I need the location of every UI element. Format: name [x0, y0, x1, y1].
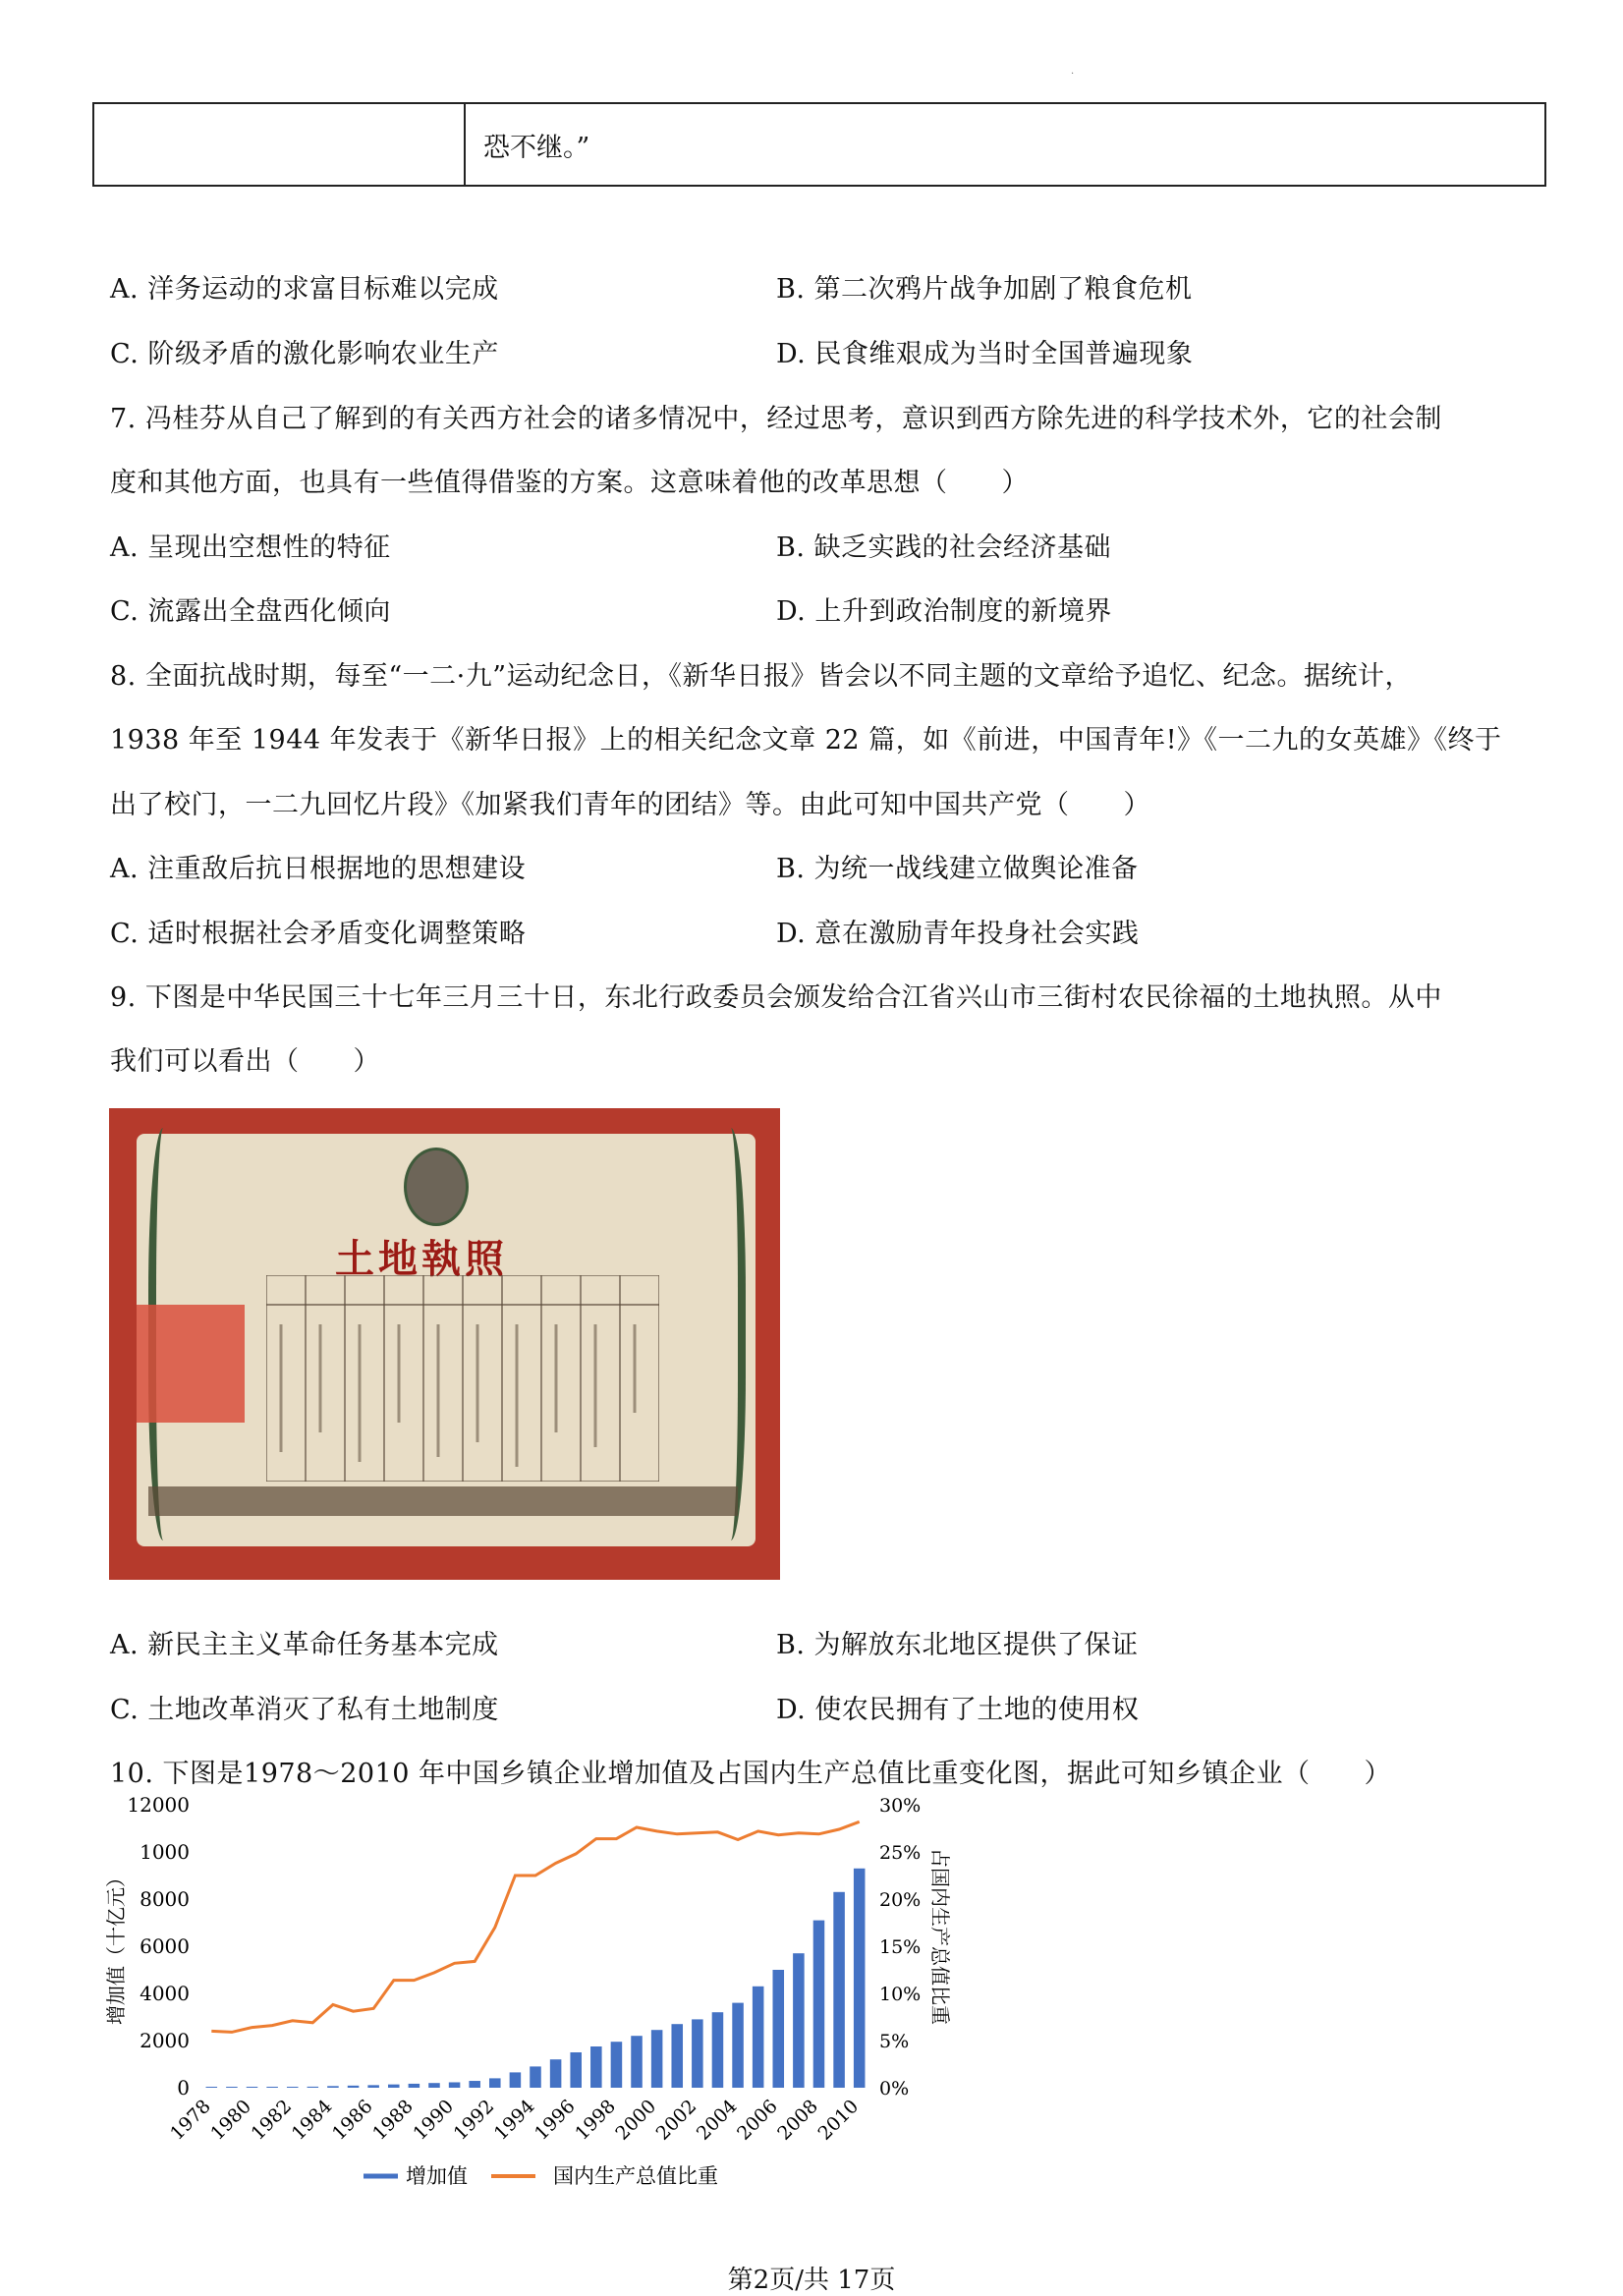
value-added-bar [449, 2082, 461, 2088]
q9-stem-line1: 9. 下图是中华民国三十七年三月三十日，东北行政委员会颁发给合江省兴山市三街村农民徐福的土地执照。从中 [110, 982, 1442, 1013]
value-added-bar [813, 1921, 825, 2088]
value-added-bar [611, 2042, 623, 2088]
value-added-bar [409, 2084, 420, 2088]
vine-border-right [708, 1128, 746, 1540]
x-tick-label: 2006 [733, 2095, 782, 2145]
y2-tick-label: 30% [879, 1795, 922, 1817]
x-tick-label: 1982 [247, 2095, 297, 2145]
value-added-bar [753, 1987, 764, 2088]
q9-stem-line2: 我们可以看出（ ） [110, 1046, 380, 1077]
x-tick-label: 1980 [206, 2095, 256, 2145]
value-added-bar [388, 2085, 400, 2088]
x-tick-label: 1984 [287, 2095, 337, 2145]
q8-option-d: D. 意在激励青年投身社会实践 [776, 919, 1140, 949]
q7-option-d: D. 上升到政治制度的新境界 [776, 596, 1112, 627]
x-tick-label: 1998 [571, 2095, 620, 2145]
q7-stem-line2: 度和其他方面，也具有一些值得借鉴的方案。这意味着他的改革思想（ ） [110, 468, 1029, 498]
y-tick-label: 2000 [140, 2029, 190, 2052]
y-tick-label: 8000 [140, 1887, 190, 1911]
q7-stem-line1: 7. 冯桂芬从自己了解到的有关西方社会的诸多情况中，经过思考，意识到西方除先进的科学技术外，它的社会制 [110, 404, 1442, 434]
q7-option-a: A. 呈现出空想性的特征 [110, 532, 391, 563]
township-enterprise-chart [103, 1783, 958, 2196]
q6-option-c: C. 阶级矛盾的激化影响农业生产 [110, 339, 499, 369]
y-axis-label: 增加值（十亿元） [104, 1868, 128, 2025]
value-added-bar [854, 1869, 866, 2088]
value-added-bar [651, 2030, 663, 2088]
land-deed-photo [109, 1108, 780, 1580]
value-added-bar [428, 2083, 440, 2088]
value-added-bar [833, 1892, 845, 2088]
value-added-bar [793, 1953, 805, 2088]
page-footer: 第2页/共 17页 [727, 2266, 896, 2295]
deed-title: 土地執照 [335, 1237, 508, 1282]
value-added-bar [247, 2087, 258, 2088]
q7-option-b: B. 缺乏实践的社会经济基础 [776, 532, 1112, 563]
q10-stem-line1: 10. 下图是1978～2010 年中国乡镇企业增加值及占国内生产总值比重变化图，据此可知乡镇企业（ ） [110, 1759, 1392, 1789]
value-added-bar [671, 2024, 683, 2088]
x-tick-label: 2008 [773, 2095, 823, 2145]
value-added-bar [469, 2081, 480, 2088]
x-tick-label: 2010 [813, 2095, 864, 2145]
legend-bar-label: 增加值 [406, 2164, 468, 2188]
decorative-farm-strip [148, 1486, 738, 1516]
q9-option-d: D. 使农民拥有了土地的使用权 [776, 1695, 1140, 1725]
y-tick-label: 0 [177, 2076, 190, 2100]
table-cell-empty [94, 104, 466, 185]
x-tick-label: 2004 [692, 2095, 742, 2145]
value-added-bar [308, 2087, 319, 2088]
y-tick-label: 6000 [140, 1934, 190, 1958]
y-tick-label: 4000 [140, 1982, 190, 2005]
value-added-bar [266, 2087, 278, 2088]
q8-option-c: C. 适时根据社会矛盾变化调整策略 [110, 919, 527, 949]
x-tick-label: 1994 [489, 2095, 539, 2145]
y2-tick-label: 25% [879, 1842, 922, 1864]
y2-axis-label: 占国内生产总值比重 [928, 1848, 952, 2025]
value-added-bar [226, 2087, 238, 2088]
q9-option-a: A. 新民主主义革命任务基本完成 [110, 1630, 499, 1660]
deed-form-grid [266, 1275, 659, 1482]
value-added-bar [773, 1970, 785, 2088]
x-tick-label: 2000 [611, 2095, 661, 2145]
y2-tick-label: 10% [879, 1984, 922, 2005]
x-tick-label: 1992 [449, 2095, 499, 2145]
value-added-bar [327, 2086, 339, 2088]
value-added-bar [348, 2086, 360, 2088]
x-tick-label: 1986 [327, 2095, 377, 2145]
chart-legend [364, 2164, 718, 2188]
x-tick-label: 1988 [368, 2095, 418, 2145]
legend-line-label: 国内生产总值比重 [553, 2164, 718, 2188]
x-tick-label: 1978 [166, 2095, 215, 2145]
red-seal-stamp [137, 1305, 245, 1423]
x-tick-label: 1990 [409, 2095, 459, 2145]
y2-tick-label: 20% [879, 1889, 922, 1911]
value-added-bar [206, 2087, 218, 2088]
value-added-bar [712, 2012, 724, 2088]
y2-tick-label: 0% [879, 2078, 910, 2100]
q9-option-b: B. 为解放东北地区提供了保证 [776, 1630, 1139, 1660]
q6-option-d: D. 民食维艰成为当时全国普遍现象 [776, 339, 1194, 369]
q7-option-c: C. 流露出全盘西化倾向 [110, 596, 391, 627]
value-added-bar [287, 2087, 299, 2088]
value-added-bar [550, 2059, 562, 2088]
scan-mark: · [1071, 69, 1075, 80]
y-tick-label: 1000 [140, 1840, 190, 1864]
value-added-bar [489, 2078, 501, 2088]
q8-option-b: B. 为统一战线建立做舆论准备 [776, 854, 1139, 884]
table-quote-text: 恐不继。” [483, 132, 590, 163]
y2-tick-label: 15% [879, 1936, 922, 1958]
q8-option-a: A. 注重敌后抗日根据地的思想建设 [110, 854, 527, 884]
x-tick-label: 1996 [530, 2095, 580, 2145]
q8-stem-line3: 出了校门，一二九回忆片段》《加紧我们青年的团结》等。由此可知中国共产党（ ） [110, 790, 1150, 820]
x-tick-label: 2002 [651, 2095, 701, 2145]
value-added-bar [367, 2085, 379, 2088]
portrait-emblem [404, 1148, 469, 1226]
value-added-bar [692, 2019, 703, 2088]
y2-tick-label: 5% [879, 2031, 910, 2052]
value-added-bar [530, 2066, 541, 2088]
q8-stem-line1: 8. 全面抗战时期，每至“一二·九”运动纪念日，《新华日报》皆会以不同主题的文章给予追忆、纪念。据统计， [110, 661, 1413, 692]
q8-stem-line2: 1938 年至 1944 年发表于《新华日报》上的相关纪念文章 22 篇，如《前进，中国青年!》《一二九的女英雄》《终于 [110, 725, 1502, 756]
q6-option-a: A. 洋务运动的求富目标难以完成 [110, 274, 499, 305]
value-added-bar [590, 2046, 602, 2088]
value-added-bar [510, 2072, 522, 2088]
y-tick-label: 12000 [127, 1793, 190, 1817]
q6-option-b: B. 第二次鸦片战争加剧了粮食危机 [776, 274, 1193, 305]
table-cell-quote [466, 104, 1544, 185]
quote-table [92, 102, 1546, 187]
value-added-bar [732, 2003, 744, 2088]
value-added-bar [631, 2036, 643, 2088]
value-added-bar [570, 2052, 582, 2088]
q9-option-c: C. 土地改革消灭了私有土地制度 [110, 1695, 499, 1725]
